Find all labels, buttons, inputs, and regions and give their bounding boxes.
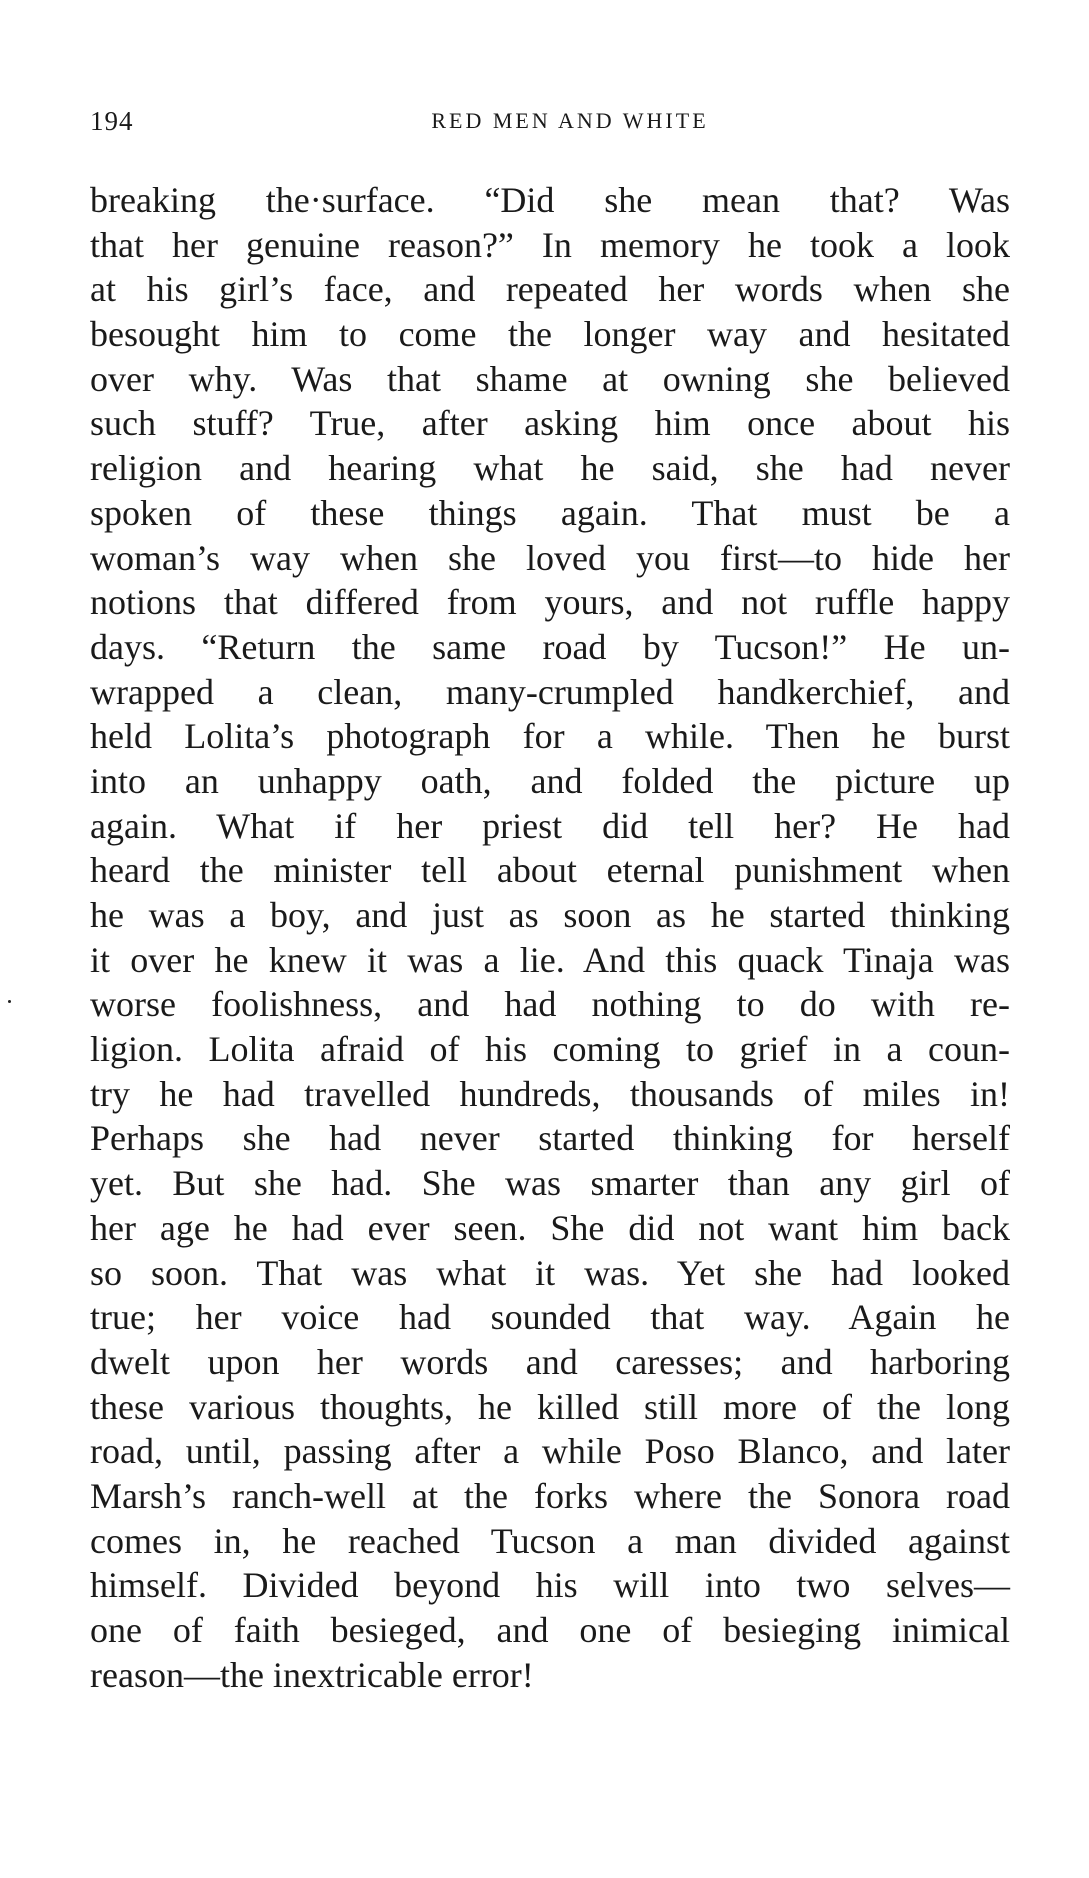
text-line: again. What if her priest did tell her? He had [90, 805, 1010, 846]
text-line: reason—the inextricable error! [90, 1654, 534, 1695]
text-line: try he had travelled hundreds, thousands of miles in! [90, 1073, 1010, 1114]
text-line: wrapped a clean, many-crumpled handkerchief, and [90, 671, 1010, 712]
body-text [90, 178, 1010, 1697]
print-speck [8, 1000, 11, 1003]
text-line: besought him to come the longer way and hesitated [90, 314, 1010, 355]
text-line: yet. But she had. She was smarter than any girl of [90, 1163, 1010, 1204]
text-line: notions that differed from yours, and not ruffle happy [90, 582, 1010, 623]
text-line: one of faith besieged, and one of besieging inimical [90, 1610, 1010, 1650]
text-line: that her genuine reason?” In memory he took a look [90, 224, 1010, 265]
text-line: into an unhappy oath, and folded the picture up [90, 760, 1010, 801]
running-title: RED MEN AND WHITE [431, 108, 709, 133]
text-line: so soon. That was what it was. Yet she had looked [90, 1252, 1010, 1293]
text-line: true; her voice had sounded that way. Again he [90, 1297, 1010, 1338]
page-number: 194 [90, 106, 134, 136]
running-head [90, 106, 1010, 146]
text-line: himself. Divided beyond his will into two selves— [90, 1565, 1010, 1606]
text-line: at his girl’s face, and repeated her words when she [90, 269, 1010, 310]
text-line: heard the minister tell about eternal punishment when [90, 850, 1010, 891]
text-line: days. “Return the same road by Tucson!” He un- [90, 626, 1010, 667]
text-line: her age he had ever seen. She did not want him back [90, 1207, 1010, 1248]
text-line: over why. Was that shame at owning she believed [90, 358, 1010, 399]
text-line: he was a boy, and just as soon as he started thinking [90, 895, 1010, 935]
text-line: worse foolishness, and had nothing to do with re- [90, 984, 1010, 1025]
text-line: such stuff? True, after asking him once about his [90, 403, 1010, 444]
text-line: woman’s way when she loved you first—to hide her [90, 537, 1010, 578]
text-line: ligion. Lolita afraid of his coming to grief in a coun- [90, 1029, 1010, 1070]
text-line: it over he knew it was a lie. And this quack Tinaja was [90, 939, 1010, 980]
text-line: Perhaps she had never started thinking for herself [90, 1118, 1010, 1159]
text-line: Marsh’s ranch-well at the forks where the Sonora road [90, 1475, 1010, 1516]
text-line: religion and hearing what he said, she had never [90, 448, 1010, 489]
text-line: dwelt upon her words and caresses; and harboring [90, 1341, 1010, 1382]
text-line: comes in, he reached Tucson a man divided against [90, 1520, 1010, 1561]
text-line: held Lolita’s photograph for a while. Then he burst [90, 716, 1010, 757]
text-line: these various thoughts, he killed still more of the long [90, 1386, 1010, 1427]
text-line: spoken of these things again. That must be a [90, 492, 1010, 533]
text-line: road, until, passing after a while Poso Blanco, and later [90, 1431, 1010, 1472]
text-line: breaking the·surface. “Did she mean that? Was [90, 180, 1010, 220]
